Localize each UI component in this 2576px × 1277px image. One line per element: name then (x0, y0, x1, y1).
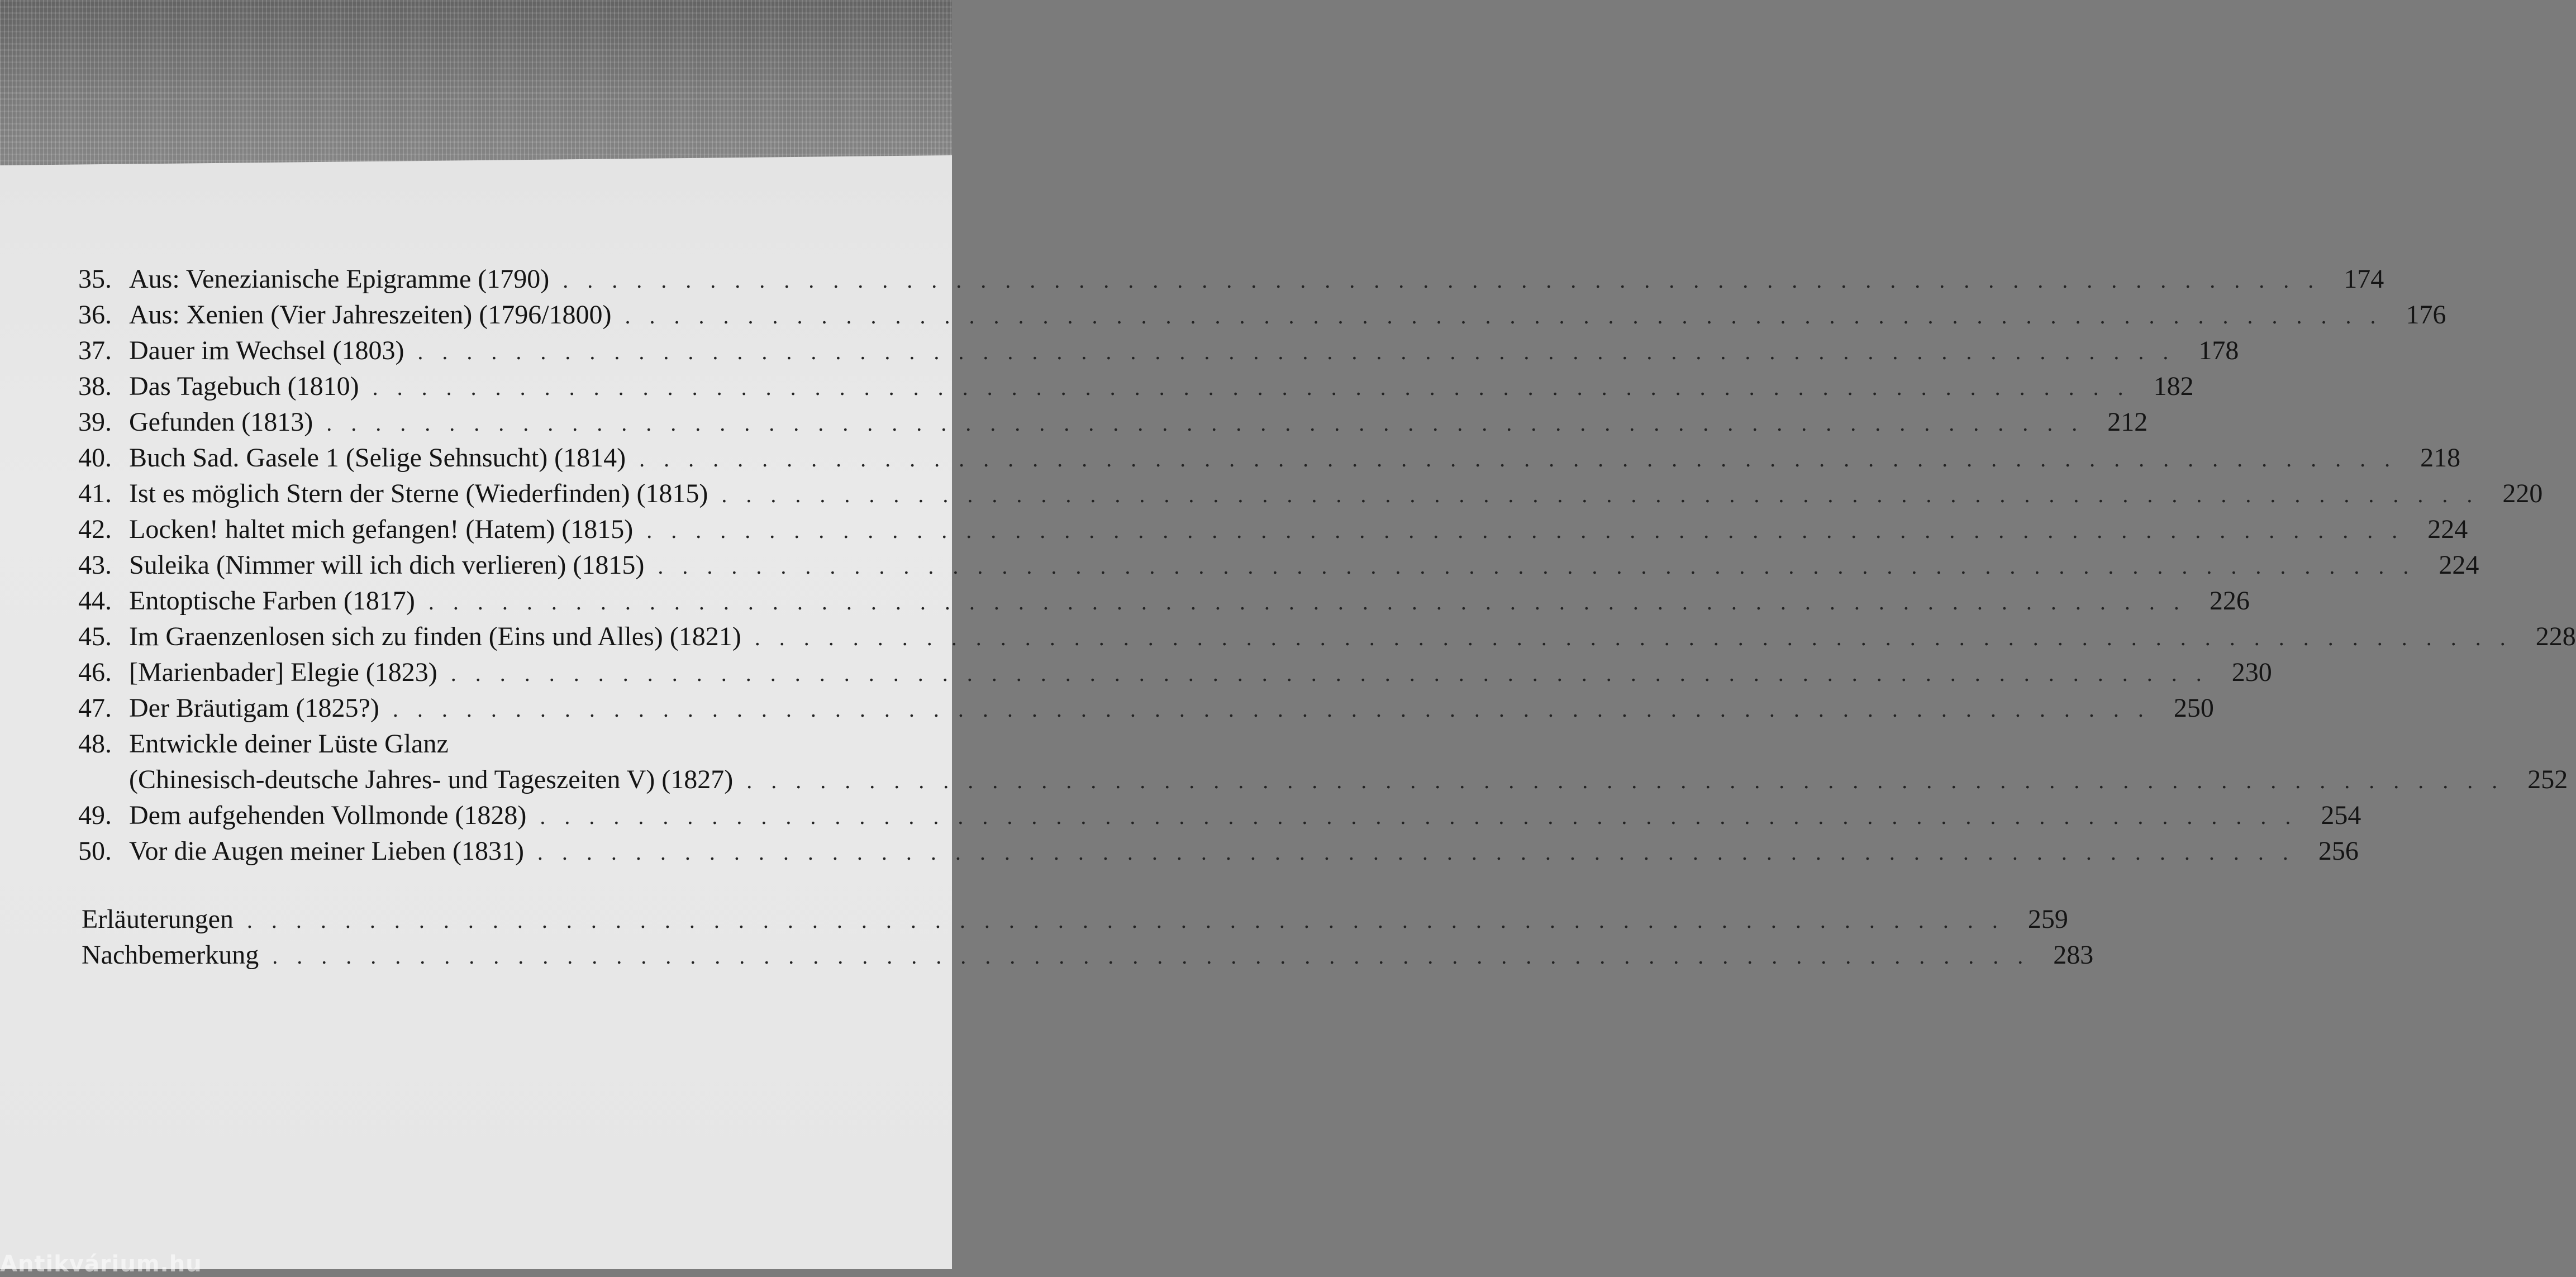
entry-page-number: 224 (2427, 514, 2468, 544)
entry-title: Das Tagebuch (1810) (129, 371, 359, 401)
entry-number: 50. (78, 836, 112, 866)
entry-page-number: 182 (2153, 371, 2194, 401)
entry-page-number: 256 (2318, 836, 2359, 866)
entry-title: Dem aufgehenden Vollmonde (1828) (129, 800, 527, 830)
toc-entry (78, 261, 2384, 297)
toc-entry (78, 476, 2543, 512)
entry-page-number: 254 (2321, 800, 2361, 830)
appendix-entry (78, 937, 2094, 973)
leader-dots: . . . . . . . . . . . . . . . . . . . . . . . . . . . . . . . . . . . . . . . . . . . . . . . . . . . . . . . . . . . . . . . . . . . . . . . . (746, 768, 2504, 793)
toc-entry (78, 297, 2446, 333)
entry-title: Der Bräutigam (1825?) (129, 693, 379, 723)
entry-page-number: 230 (2231, 657, 2272, 687)
leader-dots: . . . . . . . . . . . . . . . . . . . . . . . . . . . . . . . . . . . . . . . . . . . . . . . . . . . . . . . . . . . . . . . . . . . . . . . . (563, 268, 2321, 293)
entry-page-number: 252 (2527, 765, 2568, 794)
entry-page-number: 218 (2420, 443, 2461, 473)
entry-number: 45. (78, 622, 112, 651)
entry-title: [Marienbader] Elegie (1823) (129, 657, 437, 687)
entry-title: Entoptische Farben (1817) (129, 586, 415, 616)
entry-title: Locken! haltet mich gefangen! (Hatem) (1815) (129, 514, 634, 544)
leader-dots: . . . . . . . . . . . . . . . . . . . . . . . . . . . . . . . . . . . . . . . . . . . . . . . . . . . . . . . . . . . . . . . . . . . . . . . . (372, 375, 2130, 400)
entry-page-number: 250 (2173, 693, 2214, 723)
entry-title: Im Graenzenlosen sich zu finden (Eins und Alles) (1821) (129, 622, 741, 651)
entry-title: Dauer im Wechsel (1803) (129, 336, 404, 365)
entry-number: 46. (78, 657, 112, 687)
leader-dots: . . . . . . . . . . . . . . . . . . . . . . . . . . . . . . . . . . . . . . . . . . . . . . . . . . . . . . . . . . . . . . . . . . . . . . . . (754, 625, 2512, 650)
appendix-page-number: 283 (2053, 940, 2094, 970)
watermark: Antikvárium.hu (0, 1251, 202, 1277)
leader-dots: . . . . . . . . . . . . . . . . . . . . . . . . . . . . . . . . . . . . . . . . . . . . . . . . . . . . . . . . . . . . . . . . . . . . . . . . (392, 697, 2150, 722)
entry-title: Aus: Xenien (Vier Jahreszeiten) (1796/1800) (129, 300, 612, 330)
entry-page-number: 212 (2107, 407, 2148, 437)
leader-dots: . . . . . . . . . . . . . . . . . . . . . . . . . . . . . . . . . . . . . . . . . . . . . . . . . . . . . . . . . . . . . . . . . . . . . . . . (537, 840, 2295, 865)
leader-dots: . . . . . . . . . . . . . . . . . . . . . . . . . . . . . . . . . . . . . . . . . . . . . . . . . . . . . . . . . . . . . . . . . . . . . . . . (639, 446, 2397, 471)
entry-number: 36. (78, 300, 112, 330)
toc-entry (78, 369, 2194, 404)
toc-entry (78, 547, 2479, 583)
table-of-contents (78, 261, 2576, 973)
entry-title-continued: (Chinesisch-deutsche Jahres- und Tageszeiten V) (1827) (129, 765, 734, 794)
toc-entry (78, 726, 928, 762)
leader-dots: . . . . . . . . . . . . . . . . . . . . . . . . . . . . . . . . . . . . . . . . . . . . . . . . . . . . . . . . . . . . . . . . . . . . . . . . (646, 518, 2404, 543)
toc-entry (78, 512, 2468, 547)
appendix-title: Nachbemerkung (82, 940, 259, 970)
leader-dots: . . . . . . . . . . . . . . . . . . . . . . . . . . . . . . . . . . . . . . . . . . . . . . . . . . . . . . . . . . . . . . . . . . . . . . . . (246, 908, 2004, 933)
entry-title: Vor die Augen meiner Lieben (1831) (129, 836, 524, 866)
entry-page-number: 178 (2198, 336, 2239, 365)
toc-entry (78, 619, 2576, 655)
entry-title: Gefunden (1813) (129, 407, 313, 437)
toc-entry (78, 333, 2239, 369)
leader-dots: . . . . . . . . . . . . . . . . . . . . . . . . . . . . . . . . . . . . . . . . . . . . . . . . . . . . . . . . . . . . . . . . . . . . . . . . (625, 303, 2383, 328)
entry-number: 44. (78, 586, 112, 616)
leader-dots: . . . . . . . . . . . . . . . . . . . . . . . . . . . . . . . . . . . . . . . . . . . . . . . . . . . . . . . . . . . . . . . . . . . . . . . . (417, 339, 2175, 364)
entry-title: Ist es möglich Stern der Sterne (Wiederfinden) (1815) (129, 479, 708, 508)
entry-number: 48. (78, 729, 112, 759)
toc-entry (78, 798, 2361, 833)
toc-entry (78, 690, 2214, 726)
appendix-page-number: 259 (2027, 904, 2068, 934)
entry-number: 38. (78, 371, 112, 401)
leader-dots: . . . . . . . . . . . . . . . . . . . . . . . . . . . . . . . . . . . . . . . . . . . . . . . . . . . . . . . . . . . . . . . . . . . . . . . . (450, 661, 2208, 686)
entry-number: 49. (78, 800, 112, 830)
leader-dots: . . . . . . . . . . . . . . . . . . . . . . . . . . . . . . . . . . . . . . . . . . . . . . . . . . . . . . . . . . . . . . . . . . . . . . . . (721, 482, 2479, 507)
toc-entry (78, 440, 2461, 476)
leader-dots: . . . . . . . . . . . . . . . . . . . . . . . . . . . . . . . . . . . . . . . . . . . . . . . . . . . . . . . . . . . . . . . . . . . . . . . . (326, 411, 2084, 436)
appendix-entry (78, 902, 2068, 937)
leader-dots: . . . . . . . . . . . . . . . . . . . . . . . . . . . . . . . . . . . . . . . . . . . . . . . . . . . . . . . . . . . . . . . . . . . . . . . . (658, 554, 2416, 579)
leader-dots: . . . . . . . . . . . . . . . . . . . . . . . . . . . . . . . . . . . . . . . . . . . . . . . . . . . . . . . . . . . . . . . . . . . . . . . . (540, 804, 2298, 829)
entry-page-number: 176 (2406, 300, 2446, 330)
entry-number: 41. (78, 479, 112, 508)
entry-page-number: 220 (2502, 479, 2543, 508)
entry-number: 43. (78, 550, 112, 580)
entry-title: Entwickle deiner Lüste Glanz (129, 729, 449, 759)
entry-title: Buch Sad. Gasele 1 (Selige Sehnsucht) (1814) (129, 443, 626, 473)
entry-number: 47. (78, 693, 112, 723)
entry-page-number: 174 (2344, 264, 2384, 294)
entry-title: Suleika (Nimmer will ich dich verlieren) (1815) (129, 550, 645, 580)
entry-page-number: 228 (2535, 622, 2576, 651)
entry-number: 40. (78, 443, 112, 473)
toc-entry (78, 833, 2359, 869)
leader-dots: . . . . . . . . . . . . . . . . . . . . . . . . . . . . . . . . . . . . . . . . . . . . . . . . . . . . . . . . . . . . . . . . . . . . . . . . (428, 589, 2186, 614)
entry-number: 35. (78, 264, 112, 294)
toc-entry (78, 655, 2272, 690)
table-surface-background (0, 0, 952, 168)
toc-entry-continuation (78, 762, 2568, 798)
entry-title: Aus: Venezianische Epigramme (1790) (129, 264, 550, 294)
leader-dots: . . . . . . . . . . . . . . . . . . . . . . . . . . . . . . . . . . . . . . . . . . . . . . . . . . . . . . . . . . . . . . . . . . . . . . . . (272, 944, 2030, 969)
entry-page-number: 226 (2209, 586, 2250, 616)
toc-entry (78, 404, 2148, 440)
appendix-title: Erläuterungen (82, 904, 234, 934)
entry-page-number: 224 (2439, 550, 2479, 580)
entry-number: 42. (78, 514, 112, 544)
entry-number: 37. (78, 336, 112, 365)
entry-number: 39. (78, 407, 112, 437)
toc-entry (78, 583, 2250, 619)
